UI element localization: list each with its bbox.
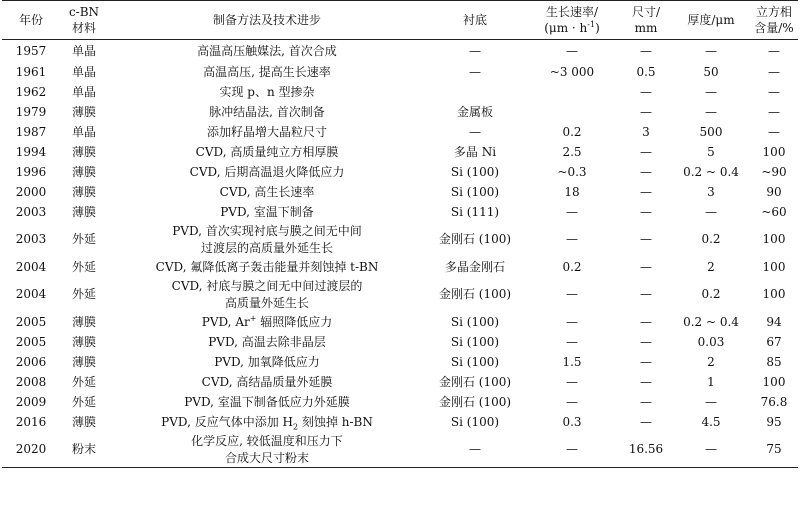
- cell-material: 薄膜: [71, 204, 96, 219]
- cell-thickness: 0.2 ~ 0.4: [683, 314, 739, 329]
- cell-size: 3: [642, 124, 650, 139]
- cell-year: 2003: [15, 204, 47, 219]
- cell-method: CVD, 高结晶质量外延膜: [201, 374, 333, 389]
- cell-rate: 2.5: [562, 144, 582, 159]
- cell-rate: 0.2: [562, 259, 582, 274]
- cell-size: —: [640, 394, 652, 409]
- cell-material: 外延: [71, 259, 96, 274]
- cell-substrate: Si (100): [450, 164, 500, 179]
- cell-material: 外延: [71, 374, 96, 389]
- header-thickness: 厚度/μm: [687, 13, 735, 27]
- header-cubic-line1: 立方相: [755, 5, 792, 19]
- cell-method: PVD, 加氧降低应力: [214, 354, 320, 369]
- cell-method-line1: 化学反应, 较低温度和压力下: [191, 433, 343, 448]
- cell-cubic: 76.8: [760, 394, 788, 409]
- cell-year: 2004: [15, 259, 47, 274]
- cell-material: 薄膜: [71, 334, 96, 349]
- table-row: [2, 142, 798, 162]
- cell-material: 单晶: [71, 124, 96, 139]
- cell-cubic: 67: [766, 334, 782, 349]
- cell-method-text: PVD, Ar: [201, 314, 250, 329]
- cell-size: —: [640, 414, 652, 429]
- table-row: [2, 102, 798, 122]
- cell-rate: 1.5: [562, 354, 582, 369]
- cell-material: 薄膜: [71, 414, 96, 429]
- cell-substrate: —: [469, 124, 481, 139]
- cell-material: 外延: [71, 287, 96, 301]
- cell-method: [108, 222, 426, 257]
- header-rate-close: ): [595, 21, 600, 35]
- cell-method: PVD, 室温下制备: [220, 204, 314, 219]
- table-row: [2, 162, 798, 182]
- cell-substrate: —: [469, 442, 481, 456]
- cell-method: PVD, 室温下制备低应力外延膜: [184, 394, 350, 409]
- cell-thickness: 0.2 ~ 0.4: [683, 164, 739, 179]
- cell-rate: [524, 102, 620, 122]
- header-rate-exponent: -1: [587, 20, 596, 29]
- cell-substrate: 多晶金刚石: [444, 259, 505, 274]
- cell-substrate: Si (100): [450, 334, 500, 349]
- table-row: [2, 202, 798, 222]
- cell-rate: —: [566, 287, 578, 301]
- header-cubic-line2: 含量/%: [754, 21, 794, 35]
- cell-substrate: 金刚石 (100): [438, 374, 512, 389]
- cell-substrate: 多晶 Ni: [453, 144, 497, 159]
- cell-size: —: [640, 314, 652, 329]
- cell-size: —: [640, 232, 652, 246]
- cell-cubic: ~60: [761, 204, 787, 219]
- cell-size: —: [640, 334, 652, 349]
- cell-method: 高温高压, 提高生长速率: [203, 64, 331, 79]
- cell-year: 2009: [15, 394, 47, 409]
- cell-material: 薄膜: [71, 164, 96, 179]
- cell-year: 2005: [15, 314, 47, 329]
- cell-thickness: 4.5: [701, 414, 721, 429]
- cell-material: 薄膜: [71, 104, 96, 119]
- cell-method-line2: 高质量外延生长: [224, 295, 309, 310]
- cell-method: CVD, 氟降低离子轰击能量并刻蚀掉 t-BN: [155, 259, 379, 274]
- cell-method: 脉冲结晶法, 首次制备: [209, 104, 325, 119]
- cell-method: [108, 277, 426, 312]
- cell-cubic: 94: [766, 314, 782, 329]
- cell-rate: ~0.3: [557, 164, 587, 179]
- cell-rate: —: [566, 232, 578, 246]
- cell-rate: —: [566, 394, 578, 409]
- cell-material: 薄膜: [71, 314, 96, 329]
- cell-thickness: 2: [707, 354, 715, 369]
- cell-cubic: —: [768, 124, 780, 139]
- cell-thickness: 0.03: [697, 334, 725, 349]
- header-method: 制备方法及技术进步: [212, 13, 321, 27]
- cell-substrate: Si (100): [450, 184, 500, 199]
- cell-thickness: 3: [707, 184, 715, 199]
- cell-thickness: —: [705, 104, 717, 119]
- cell-size: —: [640, 287, 652, 301]
- cell-method: CVD, 高质量纯立方相厚膜: [195, 144, 339, 159]
- cell-size: —: [640, 184, 652, 199]
- cell-rate: —: [566, 43, 578, 58]
- header-size-line2: mm: [634, 21, 658, 35]
- cell-rate: —: [566, 314, 578, 329]
- cell-substrate: Si (100): [450, 354, 500, 369]
- cell-cubic: 85: [766, 354, 782, 369]
- cell-thickness: 5: [707, 144, 715, 159]
- cell-cubic: —: [768, 43, 780, 58]
- cbn-progress-table: [2, 0, 798, 468]
- cell-thickness: 500: [699, 124, 723, 139]
- cell-method-superscript: +: [249, 313, 257, 323]
- cell-rate: 0.3: [562, 414, 582, 429]
- cell-year: 2016: [15, 414, 47, 429]
- cell-size: 16.56: [628, 442, 664, 456]
- header-rate-unit: (μm · h: [544, 21, 588, 35]
- cell-material: 外延: [71, 232, 96, 246]
- cell-method: 实现 p、n 型掺杂: [219, 84, 315, 99]
- header-rate-line1: 生长速率/: [545, 5, 599, 19]
- cell-substrate: Si (111): [450, 204, 500, 219]
- table-row: [2, 222, 798, 257]
- header-size: [620, 1, 672, 40]
- cell-material: 单晶: [71, 84, 96, 99]
- cell-size: —: [640, 43, 652, 58]
- cell-thickness: —: [705, 442, 717, 456]
- cell-material: 外延: [71, 394, 96, 409]
- cell-year: 2003: [15, 232, 47, 246]
- cell-rate: —: [566, 442, 578, 456]
- table-row: [2, 82, 798, 102]
- cell-size: —: [640, 104, 652, 119]
- cell-year: 2000: [15, 184, 47, 199]
- table-row: [2, 257, 798, 277]
- cell-year: 1962: [15, 84, 47, 99]
- cell-rate: —: [566, 374, 578, 389]
- cell-year: 2020: [15, 442, 47, 456]
- cell-method: CVD, 后期高温退火降低应力: [189, 164, 345, 179]
- cell-year: 1994: [15, 144, 47, 159]
- cell-method-line2: 过渡层的高质量外延生长: [200, 240, 333, 255]
- cell-thickness: —: [705, 43, 717, 58]
- cell-size: 0.5: [636, 64, 656, 79]
- cell-cubic: 100: [762, 144, 786, 159]
- cell-method: [108, 432, 426, 468]
- cell-year: 2008: [15, 374, 47, 389]
- cell-method: [108, 312, 426, 332]
- cell-material: 单晶: [71, 64, 96, 79]
- cell-material: 单晶: [71, 43, 96, 58]
- header-size-line1: 尺寸/: [631, 5, 661, 19]
- cell-method: CVD, 高生长速率: [219, 184, 315, 199]
- cell-size: —: [640, 144, 652, 159]
- cell-method: [108, 412, 426, 432]
- cell-thickness: —: [705, 394, 717, 409]
- cell-rate: 18: [564, 184, 580, 199]
- cell-method-line1: PVD, 首次实现衬底与膜之间无中间: [172, 223, 362, 238]
- cell-substrate: Si (100): [450, 314, 500, 329]
- header-substrate: 衬底: [462, 13, 487, 27]
- cell-cubic: 100: [762, 287, 786, 301]
- header-rate: [524, 1, 620, 40]
- cell-year: 1987: [15, 124, 47, 139]
- cell-cubic: 90: [766, 184, 782, 199]
- cell-thickness: 0.2: [701, 287, 721, 301]
- header-rate-line2: [524, 20, 620, 36]
- cell-size: —: [640, 374, 652, 389]
- cell-method-text: PVD, 反应气体中添加 H: [161, 414, 293, 429]
- table-row: [2, 412, 798, 432]
- cell-year: 1996: [15, 164, 47, 179]
- table-row: [2, 332, 798, 352]
- table-row: [2, 40, 798, 63]
- cell-size: —: [640, 164, 652, 179]
- cell-cubic: 100: [762, 259, 786, 274]
- cell-cubic: 95: [766, 414, 782, 429]
- cell-substrate: Si (100): [450, 414, 500, 429]
- table-body: [2, 40, 798, 468]
- cell-year: 1961: [15, 64, 47, 79]
- cell-substrate: 金刚石 (100): [438, 394, 512, 409]
- table-row: [2, 312, 798, 332]
- cell-cubic: —: [768, 84, 780, 99]
- table-row: [2, 277, 798, 312]
- cell-rate: [524, 82, 620, 102]
- table-header: [2, 1, 798, 40]
- cell-thickness: 2: [707, 259, 715, 274]
- cell-size: —: [640, 259, 652, 274]
- cell-cubic: ~90: [761, 164, 787, 179]
- cell-cubic: —: [768, 64, 780, 79]
- cell-substrate: 金刚石 (100): [438, 232, 512, 246]
- cell-cubic: 75: [766, 442, 782, 456]
- header-material-line2: 材料: [71, 21, 96, 35]
- cell-method: PVD, 高温去除非晶层: [208, 334, 326, 349]
- cell-cubic: —: [768, 104, 780, 119]
- cell-material: 薄膜: [71, 184, 96, 199]
- cell-substrate: 金属板: [456, 104, 493, 119]
- table-row: [2, 432, 798, 468]
- cell-year: 1979: [15, 104, 47, 119]
- cell-method-text-end: 刻蚀掉 h-BN: [298, 414, 373, 429]
- header-cubic: [750, 1, 798, 40]
- cell-method-subscript: 2: [293, 421, 299, 431]
- table-row: [2, 392, 798, 412]
- cell-material: 薄膜: [71, 354, 96, 369]
- header-row: [2, 1, 798, 40]
- cell-cubic: 100: [762, 374, 786, 389]
- cell-rate: ~3 000: [549, 64, 595, 79]
- cell-size: —: [640, 354, 652, 369]
- cell-rate: —: [566, 334, 578, 349]
- cell-method-line1: CVD, 衬底与膜之间无中间过渡层的: [171, 278, 363, 293]
- cell-rate: 0.2: [562, 124, 582, 139]
- cell-size: —: [640, 84, 652, 99]
- cell-year: 2004: [15, 287, 47, 301]
- cell-substrate: —: [469, 43, 481, 58]
- cell-thickness: 50: [703, 64, 719, 79]
- cell-method: 添加籽晶增大晶粒尺寸: [206, 124, 327, 139]
- cell-method: 高温高压触媒法, 首次合成: [197, 43, 337, 58]
- cell-thickness: 0.2: [701, 232, 721, 246]
- table-row: [2, 182, 798, 202]
- cell-year: 1957: [15, 43, 47, 58]
- cell-substrate: [426, 82, 524, 102]
- header-year: 年份: [18, 13, 43, 27]
- cell-rate: —: [566, 204, 578, 219]
- cell-year: 2005: [15, 334, 47, 349]
- cell-substrate: —: [469, 64, 481, 79]
- table-row: [2, 372, 798, 392]
- cell-thickness: 1: [707, 374, 715, 389]
- cell-material: 粉末: [71, 442, 96, 456]
- cell-thickness: —: [705, 204, 717, 219]
- table-row: [2, 62, 798, 82]
- cell-cubic: 100: [762, 232, 786, 246]
- header-material-line1: c-BN: [68, 5, 100, 19]
- cell-material: 薄膜: [71, 144, 96, 159]
- header-material: [60, 1, 108, 40]
- cell-year: 2006: [15, 354, 47, 369]
- cell-method-text-end: 辐照降低应力: [256, 314, 333, 329]
- table-row: [2, 352, 798, 372]
- cell-size: —: [640, 204, 652, 219]
- table-row: [2, 122, 798, 142]
- cell-substrate: 金刚石 (100): [438, 287, 512, 301]
- cell-method-line2: 合成大尺寸粉末: [224, 450, 309, 465]
- cell-thickness: —: [705, 84, 717, 99]
